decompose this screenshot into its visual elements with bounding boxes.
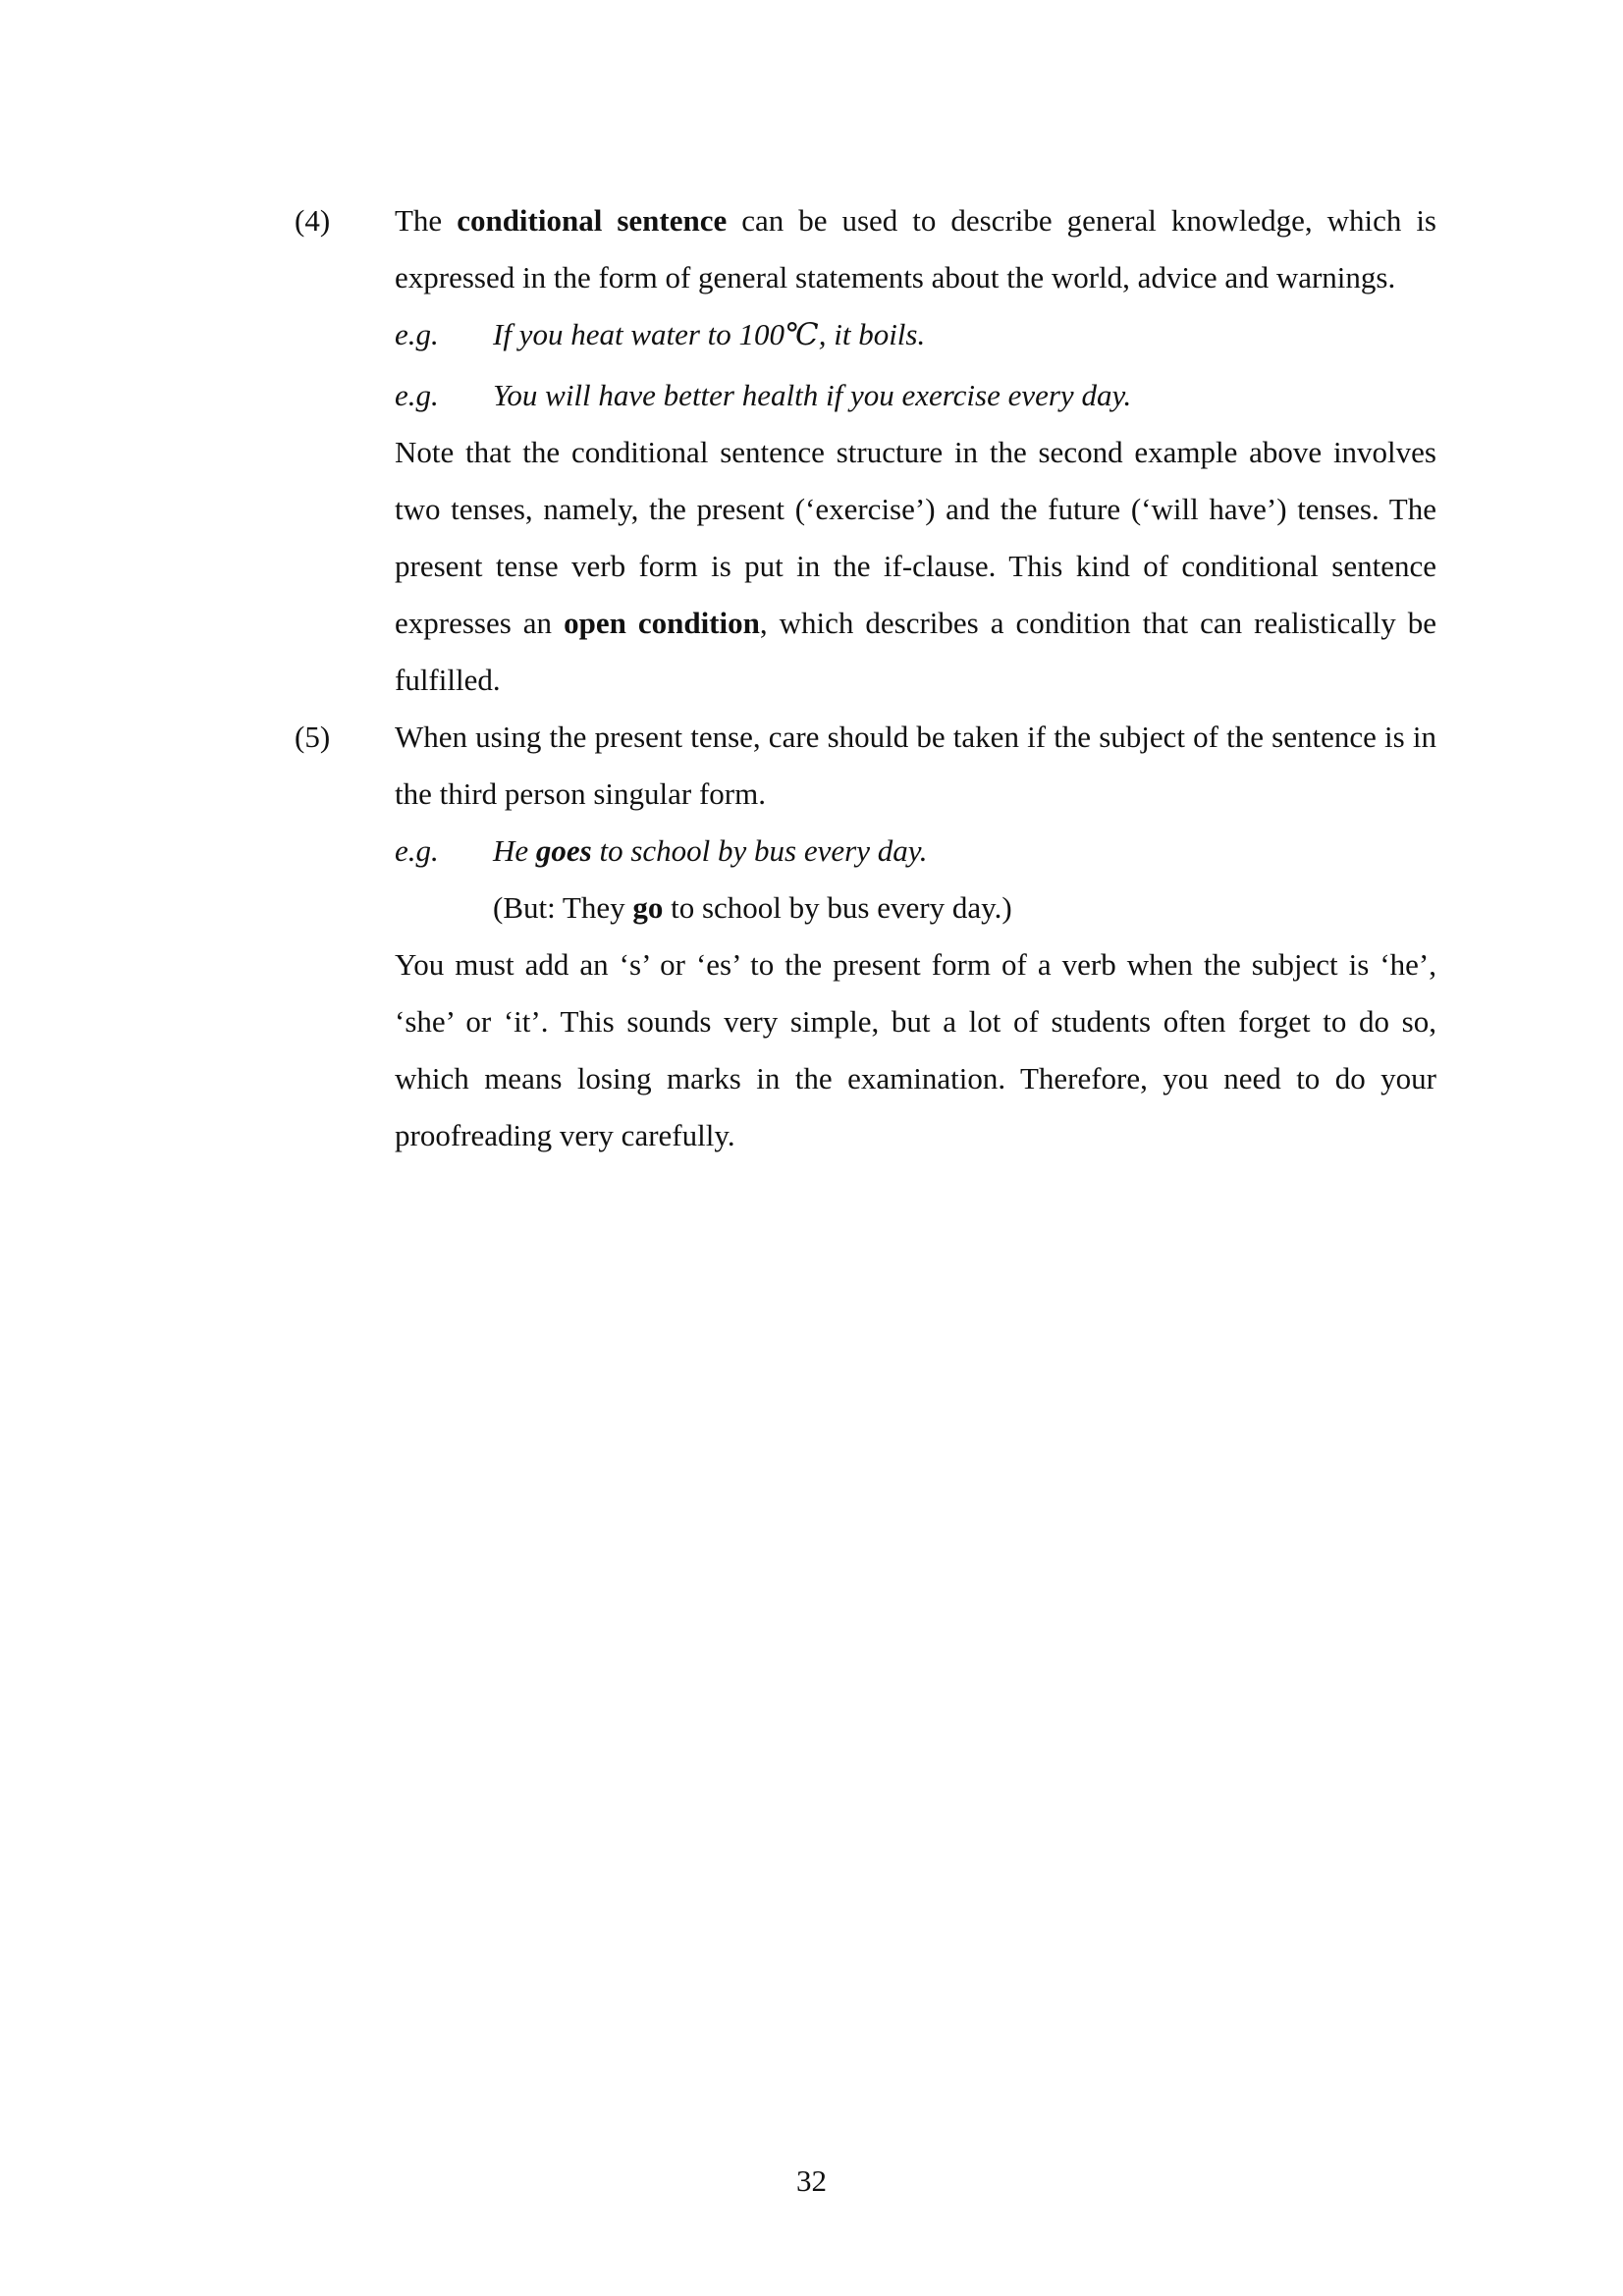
example-label: e.g. (395, 317, 439, 351)
numbered-item-5 (295, 709, 1436, 1164)
contrast-text-after: to school by bus every day.) (663, 890, 1012, 925)
example-text: If you heat water to 100℃, it boils. (493, 317, 926, 351)
note-text-before: Note that the conditional sentence structure in the second example above involves two tenses, namely, the present (‘exercise’) and the future (‘will have’) tenses. The present tense verb form is put in the if-clause. This kind of conditional sentence expresses an (395, 435, 1436, 640)
item-4-note-paragraph (395, 424, 1436, 709)
term-conditional-sentence: conditional sentence (457, 203, 728, 238)
note-text-after: , which describes a condition that can realistically be fulfilled. (395, 606, 1436, 697)
example-text-after: to school by bus every day. (591, 833, 928, 868)
item-5-intro-paragraph: When using the present tense, care should be taken if the subject of the sentence is in the third person singular form. (395, 720, 1436, 811)
example-2 (395, 367, 1436, 424)
contrast-example (395, 880, 1436, 936)
item-number: (4) (295, 203, 331, 238)
example-text: You will have better health if you exercise every day. (493, 378, 1132, 412)
intro-text-after: can be used to describe general knowledge, which is expressed in the form of general statements about the world, advice and warnings. (395, 203, 1436, 294)
contrast-verb-go: go (632, 890, 664, 925)
page-number: 32 (796, 2163, 827, 2198)
example-1 (395, 306, 1436, 363)
page-body (295, 192, 1436, 1164)
example-label: e.g. (395, 833, 439, 868)
numbered-item-4 (295, 192, 1436, 709)
item-number: (5) (295, 720, 331, 754)
item-4-intro-paragraph (395, 192, 1436, 306)
item-5-closing-paragraph: You must add an ‘s’ or ‘es’ to the present form of a verb when the subject is ‘he’, ‘she’ or ‘it’. This sounds very simple, but a lot of students often forget to do so, which means losing marks in the examination. Therefore, you need to do your proofreading very carefully. (395, 947, 1436, 1152)
example-label: e.g. (395, 378, 439, 412)
example-3 (395, 823, 1436, 880)
example-verb-goes: goes (535, 833, 592, 868)
contrast-text-before: (But: They (493, 890, 633, 925)
term-open-condition: open condition (564, 606, 760, 640)
intro-text-before: The (395, 203, 458, 238)
example-text-before: He (493, 833, 536, 868)
